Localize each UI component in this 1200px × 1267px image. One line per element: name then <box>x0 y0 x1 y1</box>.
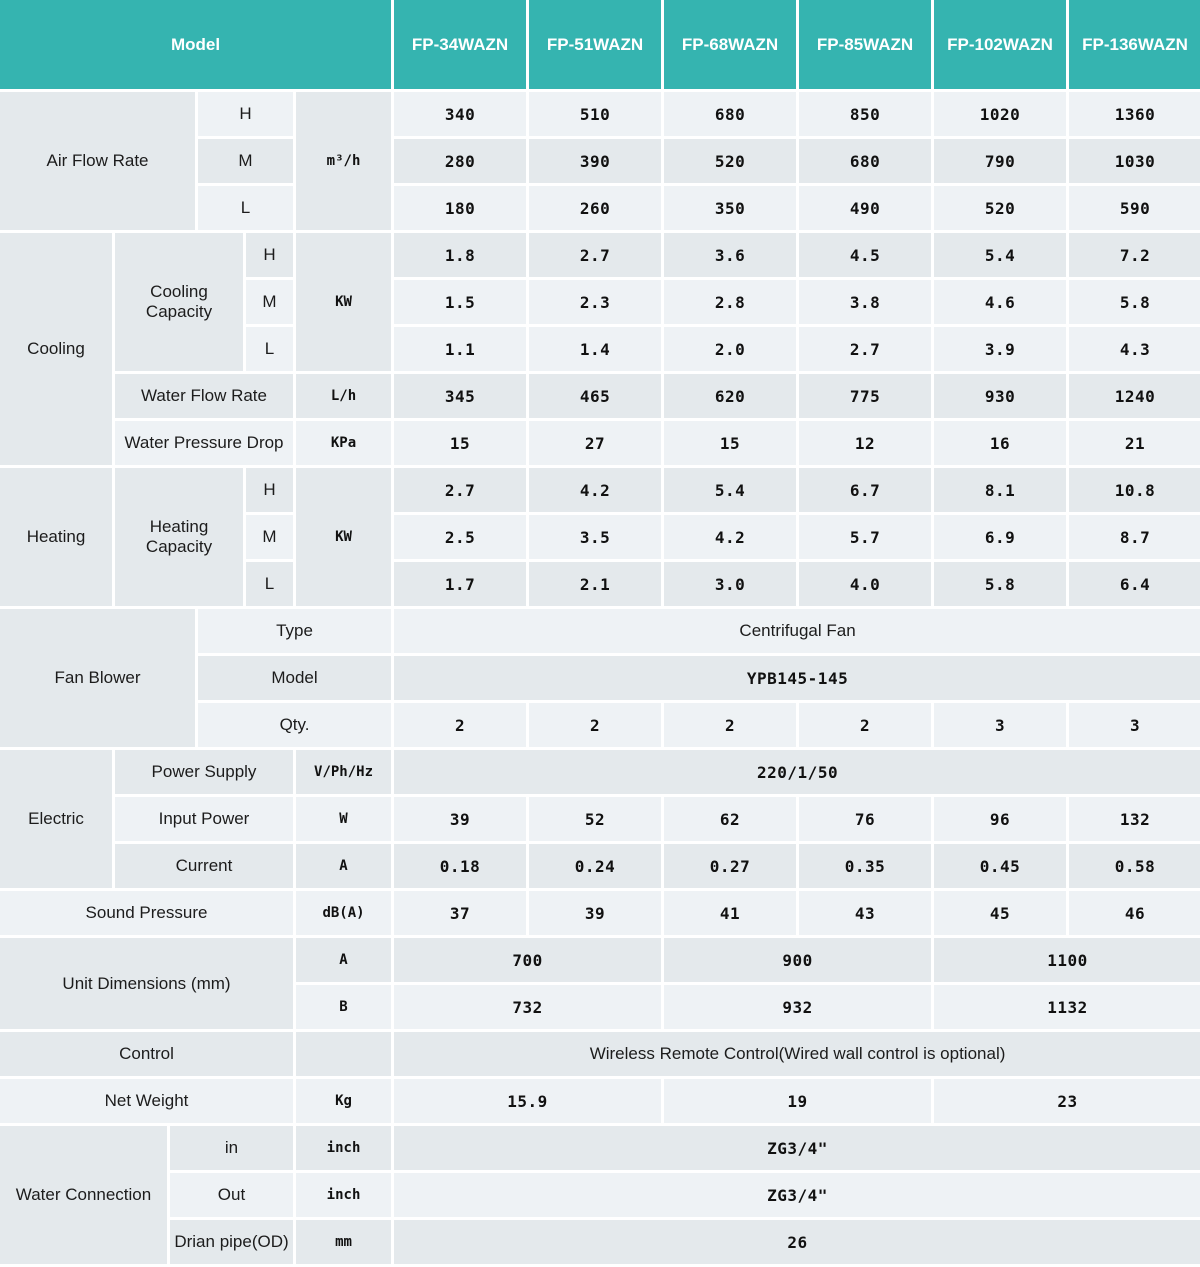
electric-label: Electric <box>0 750 112 888</box>
unit-dimensions-label: Unit Dimensions (mm) <box>0 938 293 1029</box>
fan-blower-label: Fan Blower <box>0 609 195 747</box>
level-label-m: M <box>246 280 293 324</box>
heating-capacity-h-row <box>0 468 1200 512</box>
air-flow-l-value: 490 <box>799 186 931 230</box>
water-out-label: Out <box>170 1173 293 1217</box>
air-flow-l-value: 350 <box>664 186 796 230</box>
power-supply-value: 220/1/50 <box>394 750 1200 794</box>
input-power-value: 52 <box>529 797 661 841</box>
level-label-l: L <box>246 562 293 606</box>
sound-pressure-label: Sound Pressure <box>0 891 293 935</box>
air-flow-m-value: 280 <box>394 139 526 183</box>
dimension-b-value: 732 <box>394 985 661 1029</box>
water-flow-rate-label: Water Flow Rate <box>115 374 293 418</box>
fan-qty-value: 2 <box>529 703 661 747</box>
water-flow-value: 1240 <box>1069 374 1200 418</box>
heating-h-value: 2.7 <box>394 468 526 512</box>
air-flow-l-value: 590 <box>1069 186 1200 230</box>
net-weight-unit: Kg <box>296 1079 391 1123</box>
level-label-h: H <box>246 468 293 512</box>
sound-pressure-unit: dB(A) <box>296 891 391 935</box>
cooling-h-value: 3.6 <box>664 233 796 277</box>
net-weight-value: 23 <box>934 1079 1200 1123</box>
dimension-b-label: B <box>296 985 391 1029</box>
sound-pressure-value: 39 <box>529 891 661 935</box>
air-flow-m-value: 790 <box>934 139 1066 183</box>
water-in-unit: inch <box>296 1126 391 1170</box>
dimension-b-value: 1132 <box>934 985 1200 1029</box>
heating-l-value: 6.4 <box>1069 562 1200 606</box>
water-flow-value: 775 <box>799 374 931 418</box>
water-connection-label: Water Connection <box>0 1126 167 1264</box>
water-flow-value: 345 <box>394 374 526 418</box>
heating-capacity-label: Heating Capacity <box>115 468 243 606</box>
air-flow-l-value: 520 <box>934 186 1066 230</box>
current-value: 0.58 <box>1069 844 1200 888</box>
cooling-m-value: 2.8 <box>664 280 796 324</box>
level-label-l: L <box>246 327 293 371</box>
cooling-h-value: 1.8 <box>394 233 526 277</box>
cooling-m-value: 5.8 <box>1069 280 1200 324</box>
fan-type-label: Type <box>198 609 391 653</box>
power-supply-label: Power Supply <box>115 750 293 794</box>
fan-model-label: Model <box>198 656 391 700</box>
control-value: Wireless Remote Control(Wired wall control is optional) <box>394 1032 1200 1076</box>
air-flow-m-value: 680 <box>799 139 931 183</box>
heating-l-value: 1.7 <box>394 562 526 606</box>
input-power-row <box>0 797 1200 841</box>
water-flow-value: 930 <box>934 374 1066 418</box>
air-flow-h-value: 680 <box>664 92 796 136</box>
heating-h-value: 6.7 <box>799 468 931 512</box>
fan-qty-label: Qty. <box>198 703 391 747</box>
current-value: 0.35 <box>799 844 931 888</box>
water-flow-rate-unit: L/h <box>296 374 391 418</box>
dimension-a-row <box>0 938 1200 982</box>
input-power-value: 76 <box>799 797 931 841</box>
air-flow-h-row <box>0 92 1200 136</box>
cooling-l-value: 3.9 <box>934 327 1066 371</box>
sound-pressure-value: 41 <box>664 891 796 935</box>
heating-h-value: 8.1 <box>934 468 1066 512</box>
net-weight-row <box>0 1079 1200 1123</box>
water-pressure-value: 12 <box>799 421 931 465</box>
net-weight-value: 19 <box>664 1079 931 1123</box>
water-pressure-value: 16 <box>934 421 1066 465</box>
water-pressure-drop-row <box>0 421 1200 465</box>
heating-l-value: 3.0 <box>664 562 796 606</box>
sound-pressure-value: 43 <box>799 891 931 935</box>
input-power-value: 39 <box>394 797 526 841</box>
air-flow-m-value: 390 <box>529 139 661 183</box>
air-flow-label: Air Flow Rate <box>0 92 195 230</box>
drain-pipe-unit: mm <box>296 1220 391 1264</box>
model-column-header: FP-51WAZN <box>529 0 661 89</box>
level-label-m: M <box>198 139 293 183</box>
water-out-value: ZG3/4" <box>394 1173 1200 1217</box>
heating-h-value: 5.4 <box>664 468 796 512</box>
heating-m-value: 6.9 <box>934 515 1066 559</box>
drain-pipe-row <box>0 1220 1200 1264</box>
heating-m-value: 5.7 <box>799 515 931 559</box>
current-value: 0.18 <box>394 844 526 888</box>
model-header-row <box>0 0 1200 89</box>
air-flow-m-value: 520 <box>664 139 796 183</box>
cooling-m-value: 4.6 <box>934 280 1066 324</box>
cooling-capacity-h-row <box>0 233 1200 277</box>
input-power-value: 132 <box>1069 797 1200 841</box>
heating-m-value: 4.2 <box>664 515 796 559</box>
current-value: 0.24 <box>529 844 661 888</box>
input-power-label: Input Power <box>115 797 293 841</box>
control-row <box>0 1032 1200 1076</box>
input-power-value: 96 <box>934 797 1066 841</box>
level-label-l: L <box>198 186 293 230</box>
cooling-h-value: 2.7 <box>529 233 661 277</box>
cooling-l-value: 1.1 <box>394 327 526 371</box>
input-power-unit: W <box>296 797 391 841</box>
sound-pressure-value: 45 <box>934 891 1066 935</box>
model-header-label: Model <box>0 0 391 89</box>
fan-qty-value: 2 <box>394 703 526 747</box>
model-column-header: FP-34WAZN <box>394 0 526 89</box>
heating-m-value: 3.5 <box>529 515 661 559</box>
air-flow-l-value: 260 <box>529 186 661 230</box>
input-power-value: 62 <box>664 797 796 841</box>
dimension-a-label: A <box>296 938 391 982</box>
heating-l-value: 2.1 <box>529 562 661 606</box>
heating-m-value: 8.7 <box>1069 515 1200 559</box>
sound-pressure-value: 37 <box>394 891 526 935</box>
water-pressure-drop-label: Water Pressure Drop <box>115 421 293 465</box>
fan-qty-value: 3 <box>934 703 1066 747</box>
heating-capacity-unit: KW <box>296 468 391 606</box>
air-flow-unit: m³/h <box>296 92 391 230</box>
fan-qty-value: 3 <box>1069 703 1200 747</box>
water-pressure-value: 15 <box>394 421 526 465</box>
fan-model-value: YPB145-145 <box>394 656 1200 700</box>
drain-pipe-label: Drian pipe(OD) <box>170 1220 293 1264</box>
cooling-m-value: 3.8 <box>799 280 931 324</box>
heating-label: Heating <box>0 468 112 606</box>
cooling-l-value: 2.7 <box>799 327 931 371</box>
water-in-row <box>0 1126 1200 1170</box>
cooling-l-value: 4.3 <box>1069 327 1200 371</box>
heating-h-value: 10.8 <box>1069 468 1200 512</box>
net-weight-label: Net Weight <box>0 1079 293 1123</box>
air-flow-h-value: 510 <box>529 92 661 136</box>
cooling-capacity-unit: KW <box>296 233 391 371</box>
water-pressure-value: 27 <box>529 421 661 465</box>
fan-qty-value: 2 <box>799 703 931 747</box>
dimension-a-value: 900 <box>664 938 931 982</box>
air-flow-m-value: 1030 <box>1069 139 1200 183</box>
model-column-header: FP-136WAZN <box>1069 0 1200 89</box>
water-pressure-drop-unit: KPa <box>296 421 391 465</box>
heating-l-value: 4.0 <box>799 562 931 606</box>
heating-m-value: 2.5 <box>394 515 526 559</box>
dimension-a-value: 700 <box>394 938 661 982</box>
water-flow-value: 465 <box>529 374 661 418</box>
sound-pressure-value: 46 <box>1069 891 1200 935</box>
cooling-l-value: 1.4 <box>529 327 661 371</box>
current-value: 0.45 <box>934 844 1066 888</box>
water-flow-rate-row <box>0 374 1200 418</box>
power-supply-row <box>0 750 1200 794</box>
level-label-m: M <box>246 515 293 559</box>
fan-qty-value: 2 <box>664 703 796 747</box>
air-flow-h-value: 1360 <box>1069 92 1200 136</box>
dimension-b-value: 932 <box>664 985 931 1029</box>
power-supply-unit: V/Ph/Hz <box>296 750 391 794</box>
air-flow-h-value: 850 <box>799 92 931 136</box>
control-unit-cell-empty <box>296 1032 391 1076</box>
model-column-header: FP-102WAZN <box>934 0 1066 89</box>
cooling-h-value: 4.5 <box>799 233 931 277</box>
dimension-a-value: 1100 <box>934 938 1200 982</box>
water-pressure-value: 15 <box>664 421 796 465</box>
fan-type-row <box>0 609 1200 653</box>
model-column-header: FP-68WAZN <box>664 0 796 89</box>
current-unit: A <box>296 844 391 888</box>
water-out-row <box>0 1173 1200 1217</box>
cooling-l-value: 2.0 <box>664 327 796 371</box>
cooling-m-value: 2.3 <box>529 280 661 324</box>
water-flow-value: 620 <box>664 374 796 418</box>
air-flow-h-value: 340 <box>394 92 526 136</box>
water-pressure-value: 21 <box>1069 421 1200 465</box>
cooling-label: Cooling <box>0 233 112 465</box>
water-in-label: in <box>170 1126 293 1170</box>
cooling-capacity-label: Cooling Capacity <box>115 233 243 371</box>
water-in-value: ZG3/4" <box>394 1126 1200 1170</box>
model-column-header: FP-85WAZN <box>799 0 931 89</box>
level-label-h: H <box>198 92 293 136</box>
sound-pressure-row <box>0 891 1200 935</box>
current-value: 0.27 <box>664 844 796 888</box>
current-row <box>0 844 1200 888</box>
cooling-m-value: 1.5 <box>394 280 526 324</box>
heating-h-value: 4.2 <box>529 468 661 512</box>
air-flow-h-value: 1020 <box>934 92 1066 136</box>
cooling-h-value: 7.2 <box>1069 233 1200 277</box>
level-label-h: H <box>246 233 293 277</box>
net-weight-value: 15.9 <box>394 1079 661 1123</box>
current-label: Current <box>115 844 293 888</box>
heating-l-value: 5.8 <box>934 562 1066 606</box>
drain-pipe-value: 26 <box>394 1220 1200 1264</box>
cooling-h-value: 5.4 <box>934 233 1066 277</box>
water-out-unit: inch <box>296 1173 391 1217</box>
control-label: Control <box>0 1032 293 1076</box>
fan-type-value: Centrifugal Fan <box>394 609 1200 653</box>
air-flow-l-value: 180 <box>394 186 526 230</box>
